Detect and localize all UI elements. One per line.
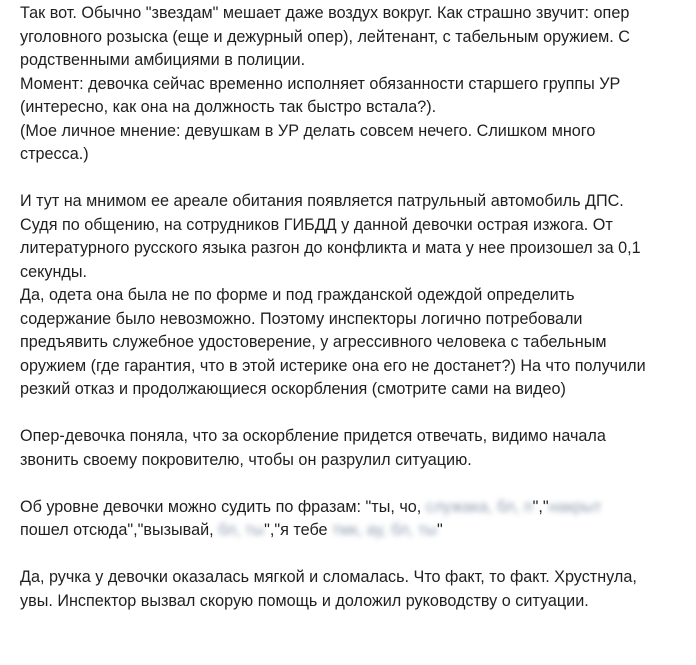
quote-text: ","я тебе bbox=[264, 521, 333, 539]
text-line: (интересно, как она на должность так быстро встала?). bbox=[20, 98, 437, 116]
text-line: Да, одета она была не по форме и под гражданской одеждой определить bbox=[20, 286, 575, 304]
paragraph-1 bbox=[20, 2, 690, 167]
paragraph-2 bbox=[20, 190, 690, 402]
quote-text: "," bbox=[532, 497, 549, 516]
text-line: родственными амбициями в полиции. bbox=[20, 51, 306, 69]
text-line: звонить своему покровителю, чтобы он разрулил ситуацию. bbox=[20, 450, 472, 469]
quote-line bbox=[20, 496, 690, 520]
blurred-profanity: служака, бл, п bbox=[425, 497, 533, 516]
text-line: увы. Инспектор вызвал скорую помощь и доложил руководству о ситуации. bbox=[20, 591, 589, 610]
text-line: резкий отказ и продолжающиеся оскорбления (смотрите сами на видео) bbox=[20, 380, 566, 398]
quote-text: " bbox=[437, 521, 443, 539]
blurred-profanity: тмк, ау, бл, ты bbox=[332, 521, 438, 539]
text-line: И тут на мнимом ее ареале обитания появляется патрульный автомобиль ДПС. bbox=[20, 192, 624, 210]
blurred-profanity: бл, ты bbox=[218, 521, 265, 539]
paragraph-gap bbox=[20, 167, 690, 191]
quote-line bbox=[20, 519, 690, 543]
text-line: уголовного розыска (еще и дежурный опер), лейтенант, с табельным оружием. С bbox=[20, 27, 630, 46]
text-line: Так вот. Обычно "звездам" мешает даже воздух вокруг. Как страшно звучит: опер bbox=[20, 4, 630, 22]
paragraph-gap bbox=[20, 543, 690, 567]
paragraph-gap bbox=[20, 402, 690, 426]
post-text bbox=[20, 2, 690, 613]
quote-text: Об уровне девочки можно судить по фразам: "ты, чо, bbox=[20, 497, 426, 516]
text-line: литературного русского языка разгон до конфликта и мата у нее произошел за 0,1 bbox=[20, 239, 641, 257]
text-line: содержание было невозможно. Поэтому инспекторы логично потребовали bbox=[20, 309, 583, 328]
text-line: Опер-девочка поняла, что за оскорбление придется отвечать, видимо начала bbox=[20, 427, 606, 445]
blurred-profanity: накрыт bbox=[548, 497, 602, 516]
text-line: Да, ручка у девочки оказалась мягкой и сломалась. Что факт, то факт. Хрустнула, bbox=[20, 568, 637, 586]
text-line: Судя по общению, на сотрудников ГИБДД у данной девочки острая изжога. От bbox=[20, 215, 613, 234]
paragraph-4-quotes bbox=[20, 496, 690, 543]
paragraph-3 bbox=[20, 425, 690, 472]
text-line: стресса.) bbox=[20, 145, 89, 163]
paragraph-gap bbox=[20, 472, 690, 496]
text-line: (Мое личное мнение: девушкам в УР делать совсем нечего. Слишком много bbox=[20, 121, 596, 140]
text-line: секунды. bbox=[20, 262, 87, 281]
text-line: оружием (где гарантия, что в этой истерике она его не достанет?) На что получили bbox=[20, 356, 646, 375]
quote-text: пошел отсюда","вызывай, bbox=[20, 521, 219, 539]
paragraph-5 bbox=[20, 566, 690, 613]
text-line: Момент: девочка сейчас временно исполняет обязанности старшего группы УР bbox=[20, 74, 621, 93]
text-line: предъявить служебное удостоверение, у агрессивного человека с табельным bbox=[20, 333, 607, 351]
